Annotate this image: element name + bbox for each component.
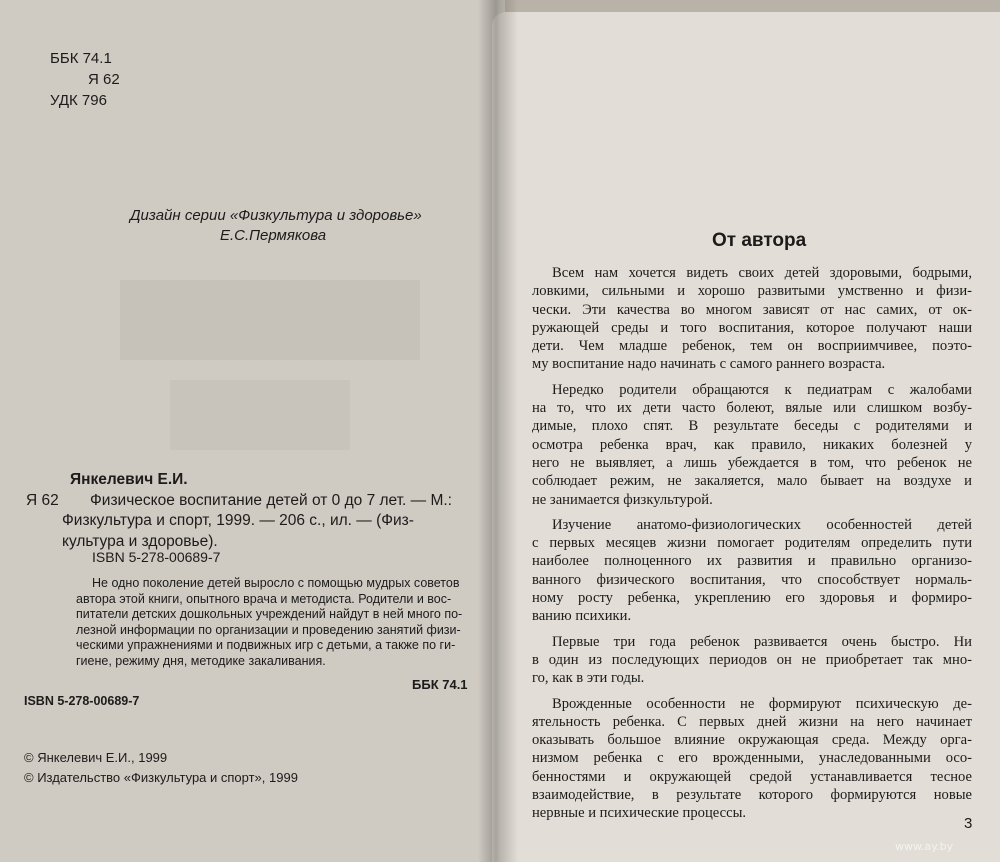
book-gutter (478, 0, 518, 862)
text-line: не занимается физкультурой. (532, 491, 713, 508)
text-line: Первые три года ребенок развивается очень быстро. Ни (552, 633, 972, 650)
bibliographic-record (26, 470, 452, 552)
text-line: ванного физического воспитания, что способствует нормаль- (532, 571, 972, 588)
text-line: в один из последующих периодов он не приобретает так мно- (532, 651, 972, 668)
record-line: культура и здоровье). (62, 532, 218, 550)
text-line: с первых месяцев жизни помогает родителям определить пути (532, 535, 972, 552)
chapter-title: От автора (712, 230, 807, 251)
series-design-line: Дизайн серии «Физкультура и здоровье» (130, 207, 422, 224)
copyright-line: © Издательство «Физкультура и спорт», 1999 (24, 770, 298, 785)
text-line: нервные и психические процессы. (532, 805, 747, 822)
paragraph-gap (532, 374, 972, 381)
isbn-short: ISBN 5-278-00689-7 (92, 549, 221, 565)
text-line: оказывать большое влияние окружающая среда. Между орга- (532, 732, 972, 749)
text-line: Всем нам хочется видеть своих детей здоровыми, бодрыми, (552, 265, 972, 281)
record-code: Я 62 (26, 491, 59, 509)
series-design-credit (130, 206, 422, 246)
annotation-line: гиене, режиму дня, методике закаливания. (76, 653, 326, 668)
text-line: на то, что их дети часто болеют, вялые или слишком возбу- (532, 400, 972, 417)
text-line: Изучение анатомо-физиологических особенностей детей (552, 516, 972, 533)
udk-code: УДК 796 (50, 92, 107, 109)
bbk-code: ББК 74.1 (50, 50, 112, 67)
text-line: ному росту ребенка, укреплению его здоровья и формиро- (532, 590, 972, 607)
bbk-bottom: ББК 74.1 (412, 677, 468, 692)
text-line: низмом ребенка с его врожденными, унаследованными осо- (532, 750, 972, 767)
text-line: наиболее полноценного их развития и правильно организо- (532, 553, 972, 570)
text-line: димые, плохо спят. В результате беседы с родителями и (532, 418, 972, 435)
text-line: му воспитание надо начинать с самого раннего возраста. (532, 356, 886, 373)
text-line: соблюдает режим, не закаляется, мало бывает на воздухе и (532, 473, 972, 490)
text-line: бенностями и окружающей средой устанавливается тесное (532, 768, 972, 785)
annotation-line: питатели детских дошкольных учреждений найдут в ней много по- (76, 607, 463, 621)
record-author: Янкелевич Е.И. (70, 471, 188, 488)
paragraph-gap (532, 509, 972, 516)
text-line: осмотра ребенка врач, как правило, никаких болезней у (532, 436, 972, 453)
record-line: Физкультура и спорт, 1999. — 206 с., ил. — (Физ- (62, 512, 414, 529)
text-line: чески. Эти качества во многом зависят от нас самих, от ок- (532, 301, 972, 318)
text-line: взаимодействие, в результате которого формируются новые (532, 787, 972, 804)
annotation-line: Не одно поколение детей выросло с помощью мудрых советов (92, 576, 460, 590)
text-line: ружающей среды и того воспитания, которое получают наши (532, 319, 972, 336)
copyright-line: © Янкелевич Е.И., 1999 (24, 750, 168, 765)
copyright (24, 748, 298, 788)
text-line: ванию психики. (532, 608, 632, 625)
text-line: Нередко родители обращаются к педиатрам с жалобами (552, 381, 972, 398)
paragraph (532, 633, 972, 688)
text-line: ловкими, сильными и хорошо развитыми умственно и физи- (532, 283, 972, 300)
body-text (532, 264, 972, 823)
annotation-line: автора этой книги, опытного врача и методиста. Родители и вос- (76, 591, 452, 606)
text-line: дети. Чем младше ребенок, тем он восприимчивее, поэто- (532, 338, 972, 355)
show-through-block (170, 380, 350, 450)
designer-name: Е.С.Пермякова (220, 227, 327, 244)
annotation (76, 576, 463, 669)
paragraph (532, 695, 972, 823)
author-mark: Я 62 (88, 71, 120, 88)
text-line: него не выявляет, а лишь убеждается в том, что ребенок не (532, 454, 972, 471)
record-line: Физическое воспитание детей от 0 до 7 лет. — М.: (90, 491, 452, 509)
paragraph (532, 381, 972, 509)
paragraph-gap (532, 626, 972, 633)
paragraph-gap (532, 688, 972, 695)
text-line: ятельность ребенка. С первых дней жизни на него начинает (532, 713, 972, 730)
annotation-line: ческими упражнениями и подвижных игр с детьми, а также по ги- (76, 638, 456, 652)
annotation-line: лезной информации по организации и проведению занятий физи- (76, 622, 461, 637)
watermark: www.ay.by (895, 840, 954, 853)
text-line: го, как в эти годы. (532, 670, 645, 687)
show-through-block (120, 280, 420, 360)
page-number: 3 (964, 815, 973, 832)
catalog-codes (50, 48, 120, 111)
isbn-bottom: ISBN 5-278-00689-7 (24, 694, 140, 708)
paragraph (532, 264, 972, 374)
paragraph (532, 516, 972, 626)
text-line: Врожденные особенности не формируют психическую де- (552, 695, 972, 712)
